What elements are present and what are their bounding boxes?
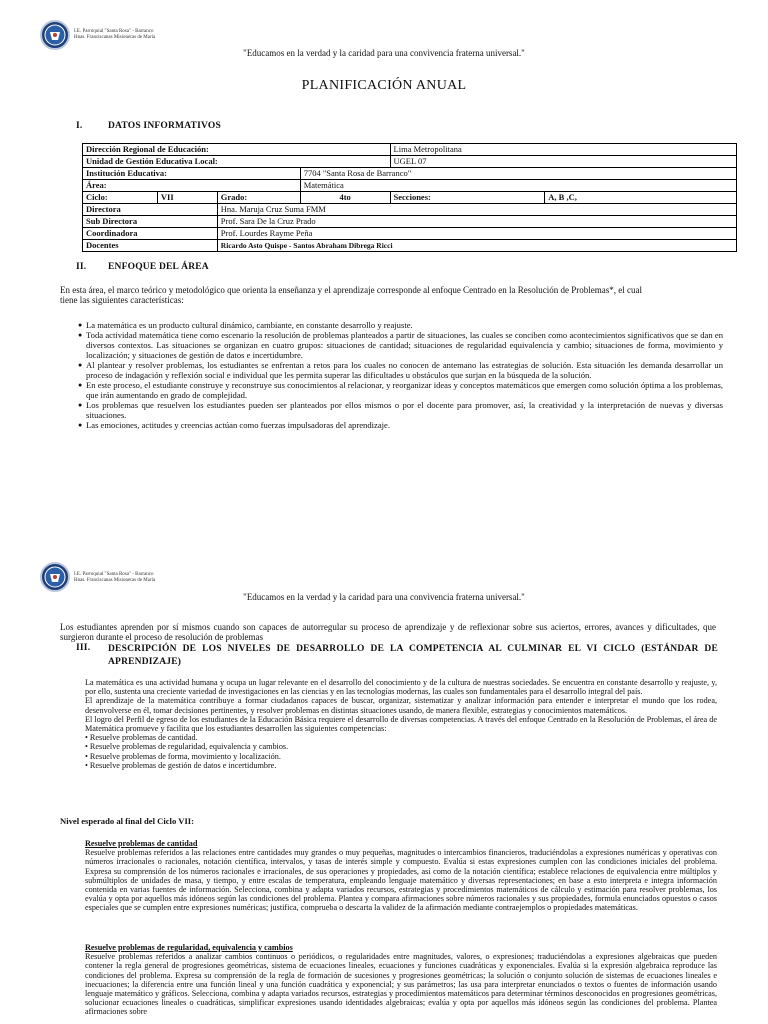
school-logo-2	[40, 562, 70, 592]
ie-value: 7704 "Santa Rosa de Barranco"	[300, 168, 736, 180]
ciclo-label: Ciclo:	[83, 192, 158, 204]
competencia-3: • Resuelve problemas de forma, movimiento y localización.	[85, 751, 281, 761]
section-2-number: II.	[76, 262, 87, 272]
motto: "Educamos en la verdad y la caridad para una convivencia fraterna universal."	[243, 48, 525, 58]
paragraph-1: La matemática es una actividad humana y ocupa un lugar relevante en el desarrollo del conocimiento y de la cultura de nuestras sociedades. Se encuentra en constante desarrollo y reajuste, y, por ello, sustenta una creciente variedad de investigaciones en las ciencias y en las tecnologías modernas, las cuales son fundamentales para el desarrollo integral del país.	[85, 678, 717, 697]
section-1-number: I.	[76, 121, 83, 131]
school-line-1: I.E. Parroquial "Santa Rosa" - Barranco	[74, 572, 154, 577]
list-item: ● Al plantear y resolver problemas, los estudiantes se enfrentan a retos para los cuales no conocen de antemano las estrategias de solución. Esta situación les demanda desarrollar un proceso de indagación y reflexión social e individual que les permita superar las dificultades u obstáculos que surjan en la búsqueda de la solución.	[78, 360, 723, 380]
list-item: ● Las emociones, actitudes y creencias actúan como fuerzas impulsadoras del aprendizaje.	[78, 420, 723, 430]
school-name-block-2	[74, 572, 155, 584]
page-title: PLANIFICACIÓN ANUAL	[301, 78, 467, 93]
table-row	[83, 228, 737, 240]
competencia-1: • Resuelve problemas de cantidad.	[85, 733, 198, 743]
list-item: ● La matemática es un producto cultural dinámico, cambiante, en constante desarrollo y reajuste.	[78, 320, 723, 330]
list-item: ● En este proceso, el estudiante construye y reconstruye sus conocimientos al relacionar, y reorganizar ideas y conceptos matemáticos que emergen como solución óptima a los problemas, que irán aumentando en grado de complejidad.	[78, 380, 723, 400]
crest-icon	[43, 565, 67, 589]
section-1-title: DATOS INFORMATIVOS	[108, 121, 221, 131]
grado-label: Grado:	[217, 192, 300, 204]
ugel-label: Unidad de Gestión Educativa Local:	[83, 156, 391, 168]
competencia-2: • Resuelve problemas de regularidad, equivalencia y cambios.	[85, 742, 289, 752]
characteristics-list	[78, 320, 723, 430]
competencia-4: • Resuelve problemas de gestión de datos e incertidumbre.	[85, 760, 277, 770]
coordinadora-label: Coordinadora	[83, 228, 218, 240]
table-row	[83, 204, 737, 216]
intro-line-2: tiene las siguientes características:	[60, 295, 184, 305]
list-item: ● Toda actividad matemática tiene como escenario la resolución de problemas planteados a partir de situaciones, las cuales se conciben como acontecimientos significativos que se dan en diversos contextos. Las situaciones se organizan en cuatro grupos: situaciones de cantidad; situaciones de regularidad equivalencia y cambio; situaciones de forma, movimiento y localización; y situaciones de gestión de datos e incertidumbre.	[78, 330, 723, 360]
coordinadora-value: Prof. Lourdes Rayme Peña	[217, 228, 736, 240]
section-2-intro	[60, 285, 720, 305]
info-table	[82, 143, 737, 252]
section-2-title: ENFOQUE DEL ÁREA	[108, 262, 209, 272]
motto-2: "Educamos en la verdad y la caridad para una convivencia fraterna universal."	[243, 592, 525, 602]
section-3-title: DESCRIPCIÓN DE LOS NIVELES DE DESARROLLO DE LA COMPETENCIA AL CULMINAR EL VI CICLO (ESTÁNDAR DE APRENDIZAJE)	[108, 644, 718, 667]
competencia-regularidad-text: Resuelve problemas referidos a analizar cambios continuos o periódicos, o regularidades entre magnitudes, valores, o expresiones; traduciéndolas a expresiones algebraicas que pueden contener la regla general de progresiones geométricas, sistema de ecuaciones lineales, ecuaciones y funciones cuadráticas y exponenciales. Evalúa si la expresión algebraica reproduce las condiciones del problema. Expresa su comprensión de la regla de formación de sucesiones y progresiones geométricas; la solución o conjunto solución de sistemas de ecuaciones lineales e inecuaciones; la diferencia entre una función lineal y una función cuadrática y exponencial; y sus parámetros; las usa para interpretar enunciados o textos o fuentes de información usando lenguaje matemático y gráficos. Selecciona, combina y adapta variados recursos, estrategias y procedimientos matemáticos para determinar términos desconocidos en progresiones geométricas, solucionar ecuaciones lineales o cuadráticas, simplificar expresiones usando identidades algebraicas; evalúa y opta por aquellos más idóneos según las condiciones del problema. Plantea afirmaciones sobre	[85, 952, 717, 1017]
table-row	[83, 144, 737, 156]
competencia-cantidad-text: Resuelve problemas referidos a las relaciones entre cantidades muy grandes o muy pequeñas, magnitudes o intercambios financieros, traduciéndolas a expresiones numéricas y operativas con números irracionales o racionales, notación científica, intervalos, y tasas de interés simple y compuesto. Evalúa si estas expresiones cumplen con las condiciones iniciales del problema. Expresa su comprensión de los números racionales e irracionales, de sus operaciones y propiedades, así como de la notación científica; establece relaciones de equivalencia entre múltiplos y submúltiplos de unidades de masa, y tiempo, y entre escalas de temperatura, empleando lenguaje matemático y diversas representaciones; en base a esto interpreta e integra información contenida en varias fuentes de información. Selecciona, combina y adapta variados recursos, estrategias y procedimientos matemáticos de cálculo y estimación para resolver problemas, los evalúa y opta por aquellos más idóneos según las condiciones del problema. Plantea y compara afirmaciones sobre números racionales y sus propiedades, formula enunciados opuestos o casos especiales que se cumplen entre expresiones numéricas; justifica, comprueba o descarta la validez de la afirmación mediante contraejemplos o propiedades matemáticas.	[85, 848, 717, 913]
table-row	[83, 192, 737, 204]
table-row	[83, 168, 737, 180]
ciclo-value: VII	[157, 192, 217, 204]
area-label: Área:	[83, 180, 301, 192]
secciones-value: A, B ,C,	[545, 192, 737, 204]
area-value: Matemática	[300, 180, 736, 192]
table-row	[83, 180, 737, 192]
dre-label: Dirección Regional de Educación:	[83, 144, 391, 156]
competencia-cantidad-block	[85, 839, 717, 913]
list-item: ● Los problemas que resuelven los estudiantes pueden ser planteados por ellos mismos o por el docente para promover, así, la creatividad y la interpretación de nuevas y diversas situaciones.	[78, 400, 723, 420]
section-3-body	[85, 678, 717, 770]
ugel-value: UGEL 07	[390, 156, 736, 168]
subdirectora-value: Prof. Sara De la Cruz Prado	[217, 216, 736, 228]
intro-line-1: En esta área, el marco teórico y metodológico que orienta la enseñanza y el aprendizaje corresponde al enfoque Centrado en la Resolución de Problemas*, el cual	[60, 285, 643, 295]
table-row	[83, 240, 737, 252]
table-row	[83, 156, 737, 168]
competencia-regularidad-title: Resuelve problemas de regularidad, equivalencia y cambios	[85, 943, 293, 952]
section-3-number: III.	[76, 643, 91, 653]
school-logo	[40, 20, 70, 50]
competencia-cantidad-title: Resuelve problemas de cantidad	[85, 839, 198, 848]
school-line-1: I.E. Parroquial "Santa Rosa" - Barranco	[74, 29, 154, 34]
ie-label: Institución Educativa:	[83, 168, 301, 180]
grado-value: 4to	[300, 192, 390, 204]
nivel-title: Nivel esperado al final del Ciclo VII:	[60, 816, 194, 826]
directora-label: Directora	[83, 204, 218, 216]
dre-value: Lima Metropolitana	[390, 144, 736, 156]
docentes-value: Ricardo Asto Quispe - Santos Abraham Dibrega Ricci	[217, 240, 736, 252]
school-line-2: Hnas. Franciscanas Misioneras de María	[74, 35, 156, 40]
subdirectora-label: Sub Directora	[83, 216, 218, 228]
secciones-label: Secciones:	[390, 192, 545, 204]
paragraph-3: El logro del Perfil de egreso de los estudiantes de la Educación Básica requiere el desarrollo de diversas competencias. A través del enfoque Centrado en la Resolución de Problemas, el área de Matemática promueve y facilita que los estudiantes desarrollen las siguientes competencias:	[85, 714, 717, 734]
table-row	[83, 216, 737, 228]
competencia-regularidad-block	[85, 943, 717, 1024]
school-name-block	[74, 29, 155, 41]
crest-icon	[43, 23, 67, 47]
school-line-2: Hnas. Franciscanas Misioneras de María	[74, 578, 156, 583]
continuation-paragraph: Los estudiantes aprenden por sí mismos cuando son capaces de autorregular su proceso de aprendizaje y de reflexionar sobre sus aciertos, errores, avances y dificultades, que surgieron durante el proceso de resolución de problemas	[60, 622, 716, 642]
docentes-label: Docentes	[83, 240, 218, 252]
directora-value: Hna. Maruja Cruz Suma FMM	[217, 204, 736, 216]
paragraph-2: El aprendizaje de la matemática contribuye a formar ciudadanos capaces de buscar, organizar, sistematizar y analizar información para entender e interpretar el mundo que los rodea, desenvolverse en él, tomar decisiones pertinentes, y resolver problemas en distintas situaciones usando, de manera flexible, estrategias y conocimientos matemáticos.	[85, 696, 717, 715]
